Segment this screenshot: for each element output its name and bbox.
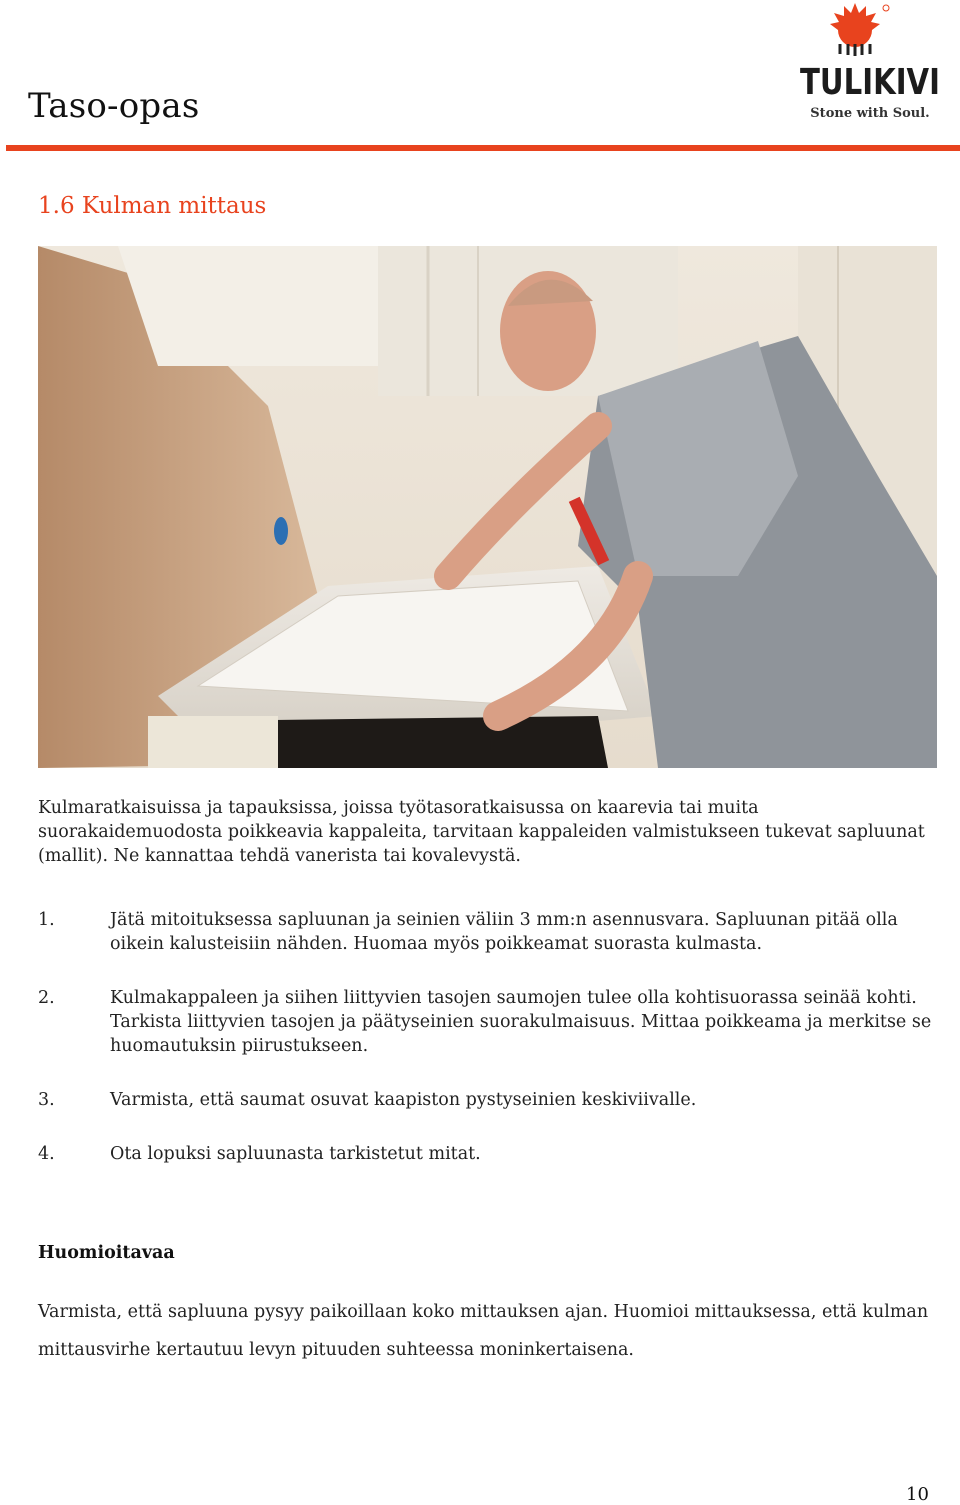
step-text: Jätä mitoituksessa sapluunan ja seinien väliin 3 mm:n asennusvara. Sapluunan pitää olla oikein kalusteisiin nähden. Huomaa myös poikkeamat suorasta kulmasta. — [110, 910, 898, 954]
instruction-list — [38, 908, 938, 1196]
list-item — [38, 986, 938, 1058]
step-text: Ota lopuksi sapluunasta tarkistetut mitat. — [110, 1144, 481, 1164]
kitchen-measurement-photo — [38, 246, 937, 768]
step-number: 4. — [38, 1144, 55, 1164]
list-item — [38, 1088, 938, 1112]
notice-paragraph: Varmista, että sapluuna pysyy paikoillaan koko mittauksen ajan. Huomioi mittauksessa, että kulman mittausvirhe kertautuu levyn pituuden suhteessa moninkertaisena. — [38, 1302, 929, 1360]
flame-icon — [830, 3, 889, 56]
notice-heading: Huomioitavaa — [38, 1243, 175, 1263]
list-item — [38, 908, 938, 956]
logo-wordmark: TULIKIVI — [800, 62, 940, 103]
step-text: Kulmakappaleen ja siihen liittyvien tasojen saumojen tulee olla kohtisuorassa seinää kohti. Tarkista liittyvien tasojen ja päätyseinien suorakulmaisuus. Mittaa poikkeama ja merkitse se huomautuksin piirustukseen. — [110, 988, 932, 1056]
step-number: 3. — [38, 1090, 55, 1110]
logo-tagline: Stone with Soul. — [810, 106, 930, 121]
step-text: Varmista, että saumat osuvat kaapiston pystyseinien keskiviivalle. — [110, 1090, 697, 1110]
step-number: 1. — [38, 910, 55, 930]
intro-paragraph: Kulmaratkaisuissa ja tapauksissa, joissa työtasoratkaisussa on kaarevia tai muita suorakaidemuodosta poikkeavia kappaleita, tarvitaan kappaleiden valmistukseen tukevat sapluunat (mallit). Ne kannattaa tehdä vanerista tai kovalevystä. — [38, 798, 925, 866]
list-item — [38, 1142, 938, 1166]
tulikivi-logo — [790, 0, 950, 130]
document-title: Taso-opas — [28, 86, 200, 126]
step-number: 2. — [38, 988, 55, 1008]
section-title: 1.6 Kulman mittaus — [38, 193, 267, 219]
page-number: 10 — [906, 1484, 929, 1505]
header-divider — [6, 145, 960, 151]
